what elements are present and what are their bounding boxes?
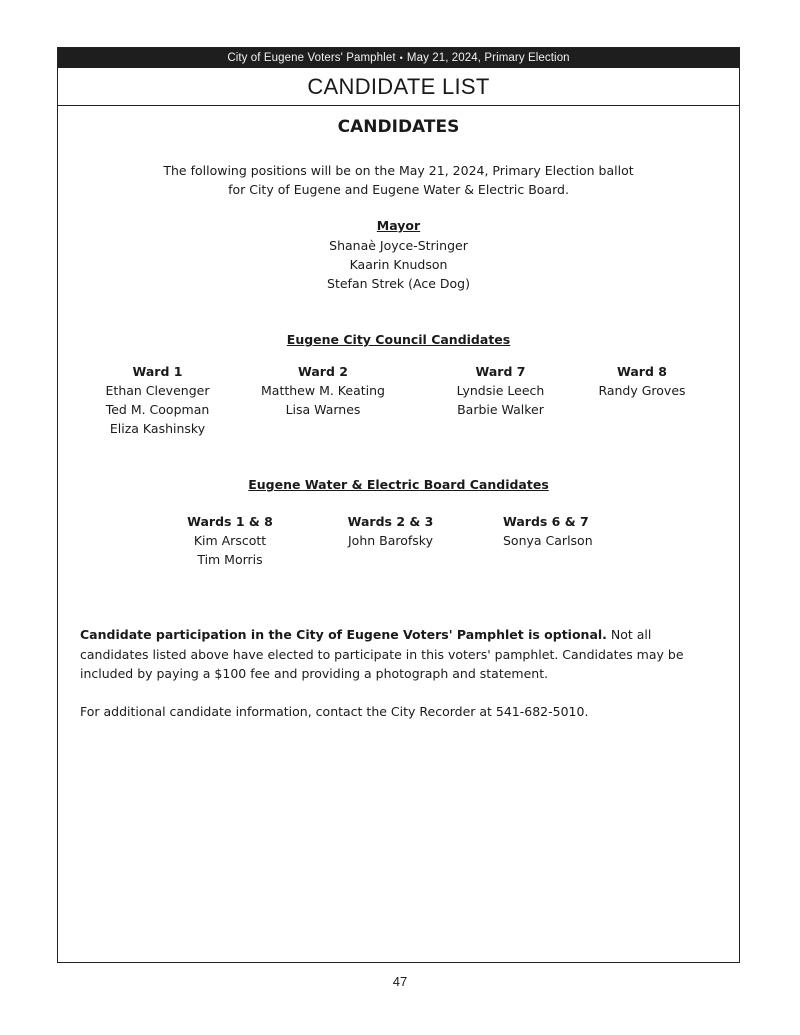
ward-name: Ward 8 xyxy=(617,364,667,379)
eweb-wards-6-7 xyxy=(503,512,623,550)
page-number: 47 xyxy=(392,974,408,989)
intro-line-2: for City of Eugene and Eugene Water & Electric Board. xyxy=(228,182,569,197)
ward-candidate: Sonya Carlson xyxy=(503,533,593,548)
eweb-wards-2-3 xyxy=(333,512,448,550)
ward-candidate: Lyndsie Leech xyxy=(456,383,545,398)
intro-text xyxy=(58,161,739,199)
council-heading: Eugene City Council Candidates xyxy=(286,332,511,347)
eweb-wards-1-8 xyxy=(180,512,280,569)
mayor-heading: Mayor xyxy=(376,218,421,233)
bullet-separator: • xyxy=(399,53,403,63)
ward-candidate: Kim Arscott xyxy=(193,533,267,548)
council-ward-2 xyxy=(248,362,398,419)
council-ward-1 xyxy=(90,362,225,438)
participation-note-text: Not all candidates listed above have elected to participate in this voters' pamphlet. Candidates may be included by paying a $100 fee and providing a photograph and statement. xyxy=(80,627,684,681)
mayor-candidate: Kaarin Knudson xyxy=(349,256,448,272)
ward-candidate: Matthew M. Keating xyxy=(261,383,385,398)
ward-candidate: Barbie Walker xyxy=(457,402,544,417)
pamphlet-title: City of Eugene Voters' Pamphlet xyxy=(227,52,396,64)
ward-candidate: John Barofsky xyxy=(347,533,433,548)
ward-name: Ward 2 xyxy=(298,364,348,379)
ward-name: Wards 1 & 8 xyxy=(187,514,273,529)
pamphlet-header-bar xyxy=(58,48,739,68)
ward-candidate: Lisa Warnes xyxy=(285,402,361,417)
ward-name: Ward 1 xyxy=(132,364,183,379)
ward-candidate: Randy Groves xyxy=(598,383,686,398)
ward-name: Wards 2 & 3 xyxy=(347,514,434,529)
intro-line-1: The following positions will be on the May 21, 2024, Primary Election ballot xyxy=(163,163,634,178)
page-frame xyxy=(57,47,740,963)
section-title: CANDIDATE LIST xyxy=(58,68,739,106)
election-date: May 21, 2024, Primary Election xyxy=(406,52,570,64)
mayor-section xyxy=(58,217,739,293)
ward-name: Wards 6 & 7 xyxy=(503,514,589,529)
ward-name: Ward 7 xyxy=(475,364,526,379)
candidates-heading: CANDIDATES xyxy=(337,117,460,137)
ward-candidate: Eliza Kashinsky xyxy=(109,421,206,436)
participation-note xyxy=(80,625,719,684)
eweb-heading: Eugene Water & Electric Board Candidates xyxy=(248,477,549,492)
contact-note: For additional candidate information, contact the City Recorder at 541-682-5010. xyxy=(80,704,589,719)
council-ward-8 xyxy=(583,362,701,400)
council-ward-7 xyxy=(438,362,563,419)
mayor-candidate: Stefan Strek (Ace Dog) xyxy=(327,275,470,291)
ward-candidate: Tim Morris xyxy=(197,552,263,567)
ward-candidate: Ted M. Coopman xyxy=(105,402,210,417)
mayor-candidate: Shanaè Joyce-Stringer xyxy=(329,237,468,253)
participation-note-bold: Candidate participation in the City of Eugene Voters' Pamphlet is optional. xyxy=(80,627,607,642)
ward-candidate: Ethan Clevenger xyxy=(105,383,210,398)
